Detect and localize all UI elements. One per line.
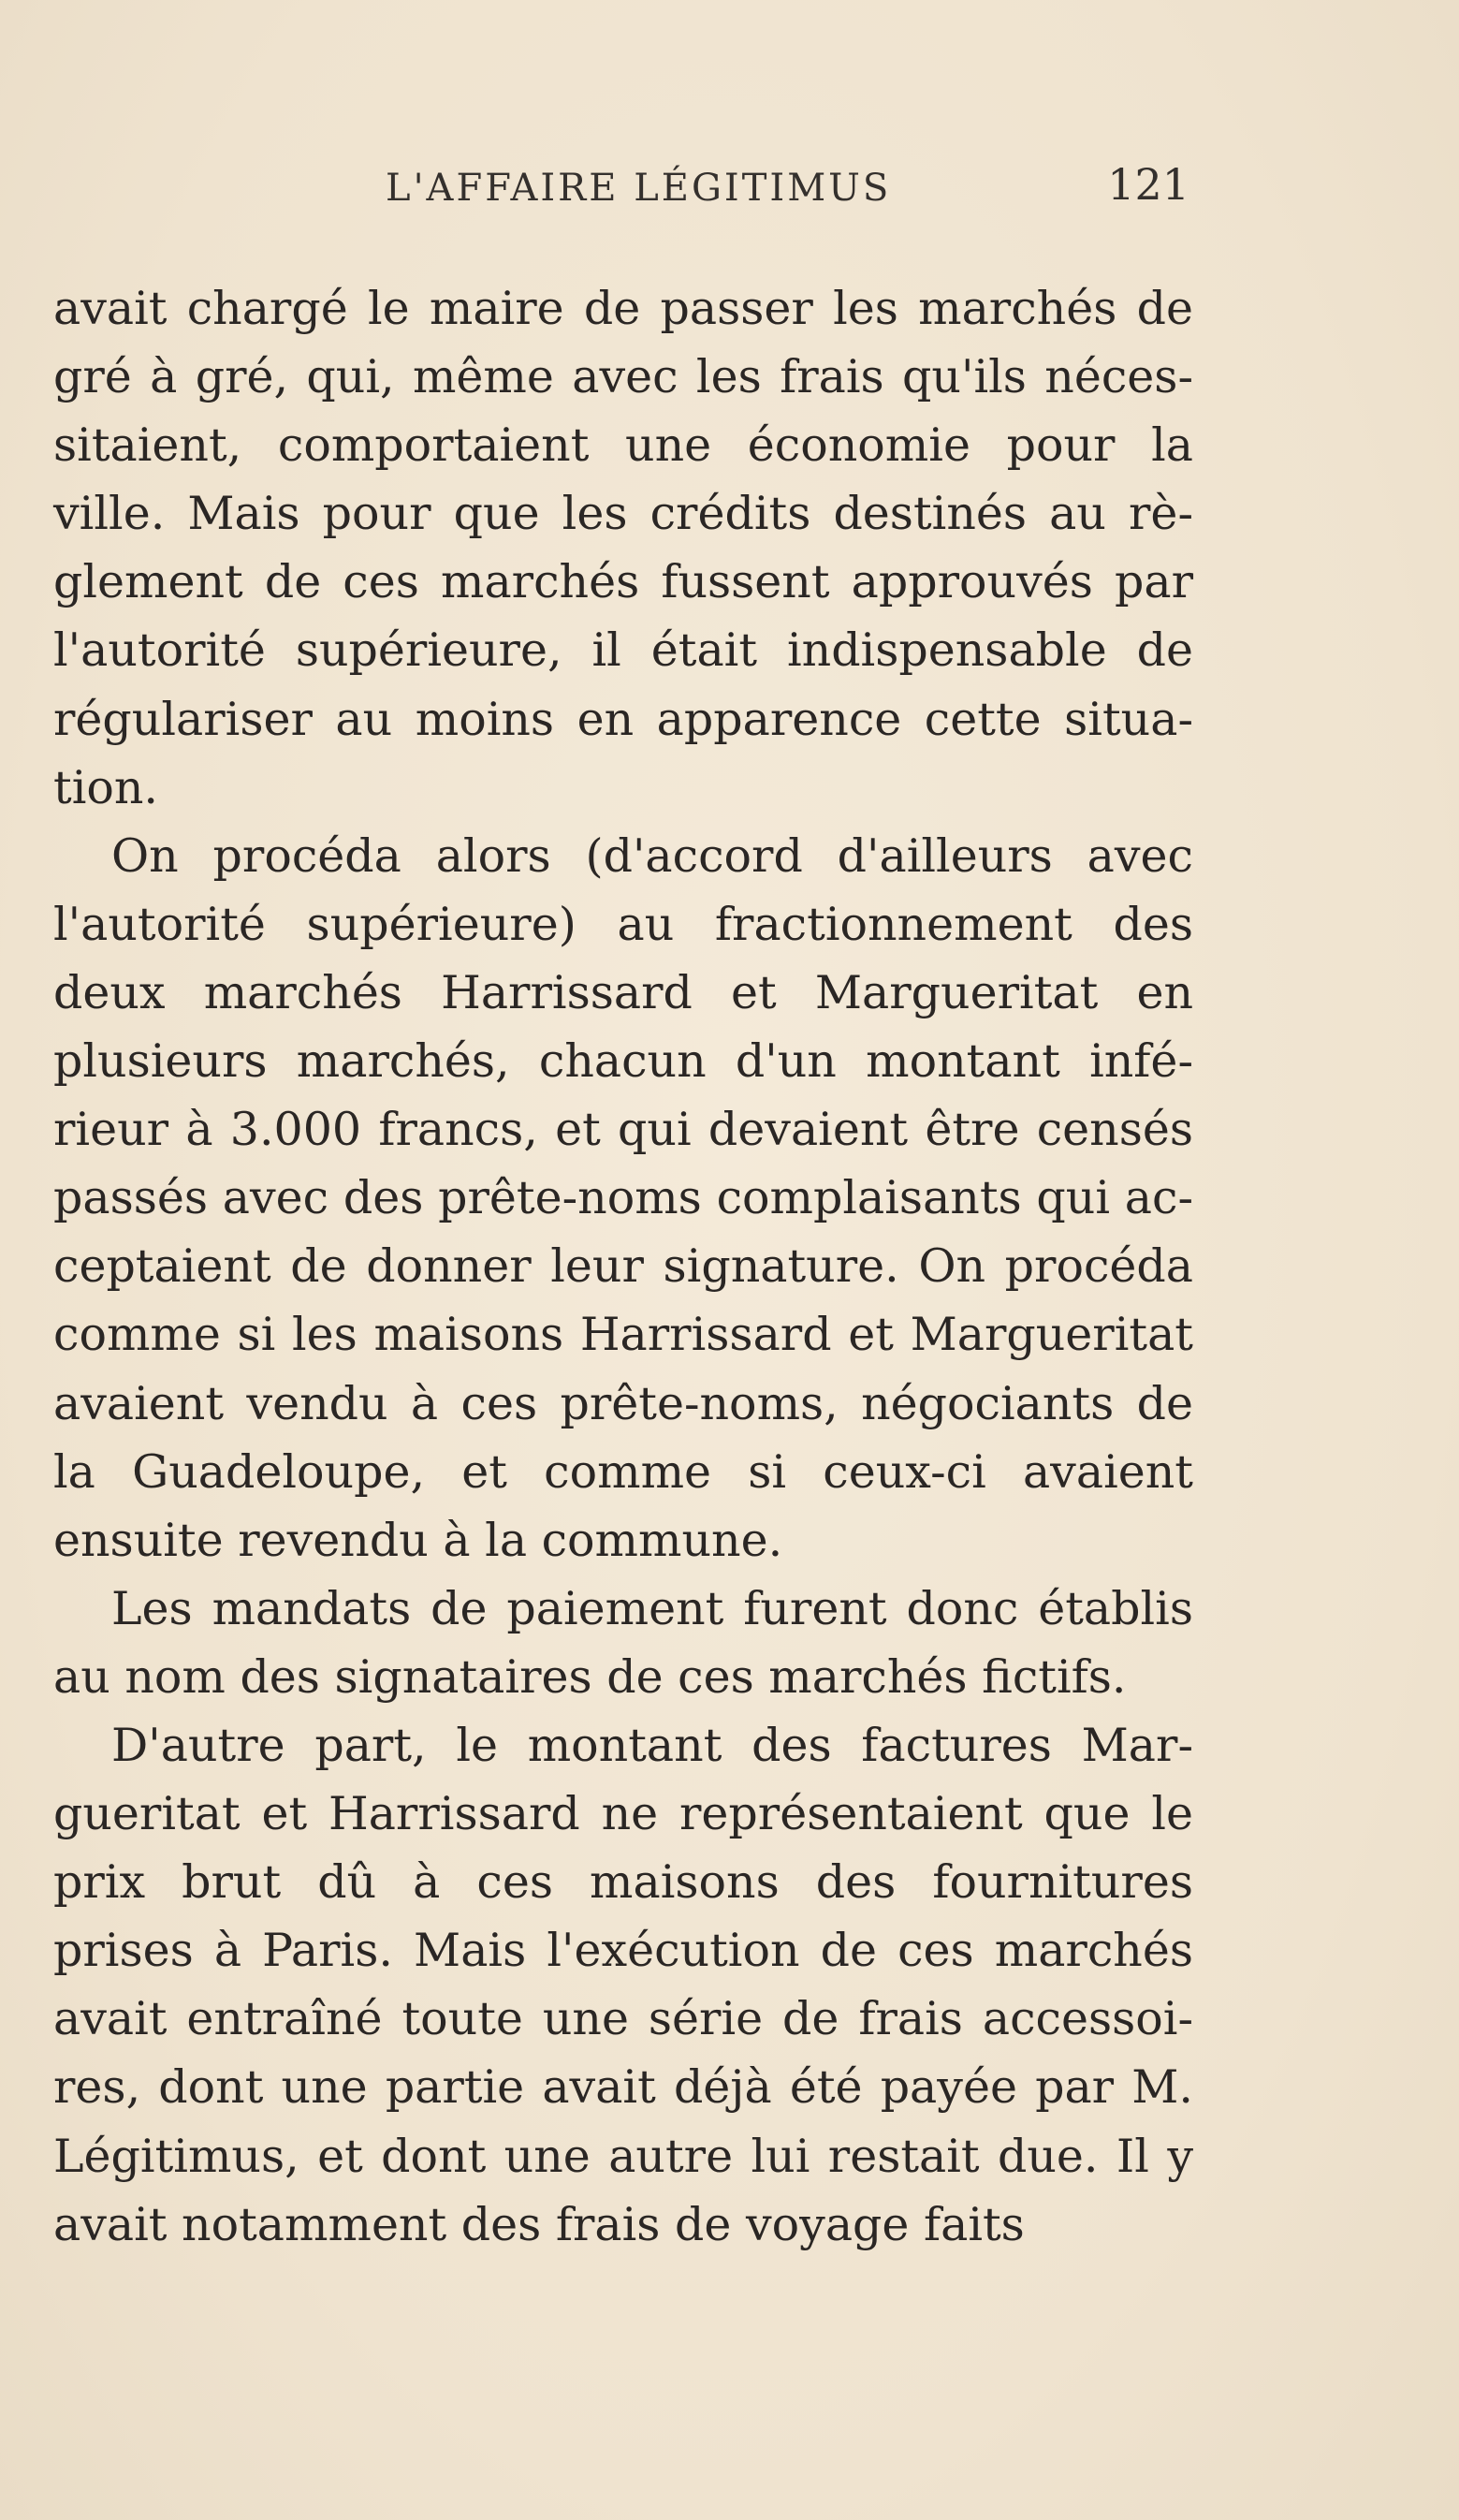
- running-title: L'AFFAIRE LÉGITIMUS: [386, 167, 892, 210]
- paragraph-3: Les mandats de paiement furent donc établis au nom des signataires de ces marchés fictifs.: [53, 1581, 1193, 1704]
- paragraph-2: On procéda alors (d'accord d'ailleurs avec l'autorité supérieure) au fractionnement des deux marchés Harrissard et Margueritat en plusieurs marchés, chacun d'un montant inférieur à 3.000 francs, et qui devaient être censés passés avec des prête-noms complaisants qui acceptaient de donner leur signature. On procéda comme si les maisons Harrissard et Margueritat avaient vendu à ces prête-noms, négociants de la Guadeloupe, et comme si ceux-ci avaient ensuite revendu à la commune.: [53, 828, 1193, 1567]
- page-number: 121: [1107, 159, 1189, 210]
- body-text: [53, 274, 1193, 2259]
- paragraph-1: avait chargé le maire de passer les marchés de gré à gré, qui, même avec les frais qu'ils nécessitaient, comportaient une économie pour la ville. Mais pour que les crédits destinés au règlement de ces marchés fussent approuvés par l'autorité supérieure, il était indispensable de régulariser au moins en apparence cette situation.: [53, 282, 1193, 814]
- running-head: [53, 159, 1189, 215]
- paragraph-4: D'autre part, le montant des factures Margueritat et Harrissard ne représentaient que le prix brut dû à ces maisons des fournitures prises à Paris. Mais l'exécution de ces marchés avait entraîné toute une série de frais accessoires, dont une partie avait déjà été payée par M. Légitimus, et dont une autre lui restait due. Il y avait notamment des frais de voyage faits: [53, 1718, 1193, 2251]
